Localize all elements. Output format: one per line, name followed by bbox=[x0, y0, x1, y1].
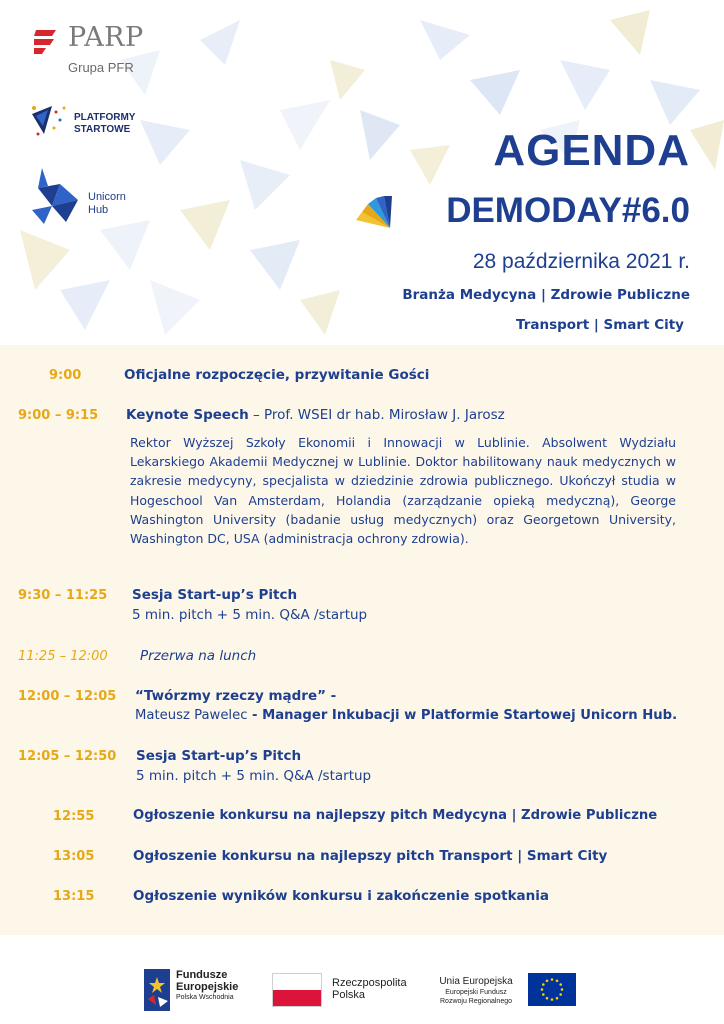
event-date: 28 października 2021 r. bbox=[472, 250, 690, 273]
agenda-detail: 5 min. pitch + 5 min. Q&A /startup bbox=[136, 768, 372, 784]
agenda-time: 9:00 – 9:15 bbox=[18, 408, 99, 423]
branch-line-2: Transport | Smart City bbox=[515, 317, 684, 333]
rp-line1: Rzeczpospolita bbox=[332, 977, 407, 989]
agenda-time: 12:05 – 12:50 bbox=[18, 749, 117, 764]
event-name: DEMODAY#6.0 bbox=[446, 191, 690, 230]
branch-line-1: Branża Medycyna | Zdrowie Publiczne bbox=[402, 287, 690, 303]
agenda-title: “Twórzmy rzeczy mądre” - bbox=[135, 688, 337, 704]
fundusze-europejskie-logo bbox=[144, 969, 239, 1015]
eu-line3: Rozwoju Regionalnego bbox=[440, 998, 512, 1005]
unia-europejska-text bbox=[432, 975, 520, 1006]
platformy-startowe-logo bbox=[30, 104, 136, 142]
eu-line2: Europejski Fundusz bbox=[445, 989, 507, 996]
agenda-time: 13:05 bbox=[53, 849, 95, 864]
parp-name: PARP bbox=[68, 22, 144, 53]
demoday-fan-icon bbox=[354, 194, 394, 230]
page-title: AGENDA bbox=[493, 126, 690, 175]
agenda-time: 12:00 – 12:05 bbox=[18, 689, 117, 704]
agenda-title: Keynote Speech bbox=[126, 407, 249, 423]
fundusze-europejskie-text bbox=[176, 969, 238, 1003]
agenda-title: Sesja Start-up’s Pitch bbox=[136, 748, 302, 764]
unicorn-hub-text bbox=[88, 191, 126, 217]
agenda-time: 12:55 bbox=[53, 809, 95, 824]
fundusze-europejskie-icon bbox=[144, 969, 170, 1011]
platformy-line2: STARTOWE bbox=[74, 124, 131, 135]
speaker-bio: Rektor Wyższej Szkoły Ekonomii i Innowacji w Lublinie. Absolwent Wydziału Lekarskiego Akademii Medycznej w Lublinie. Doktor habilitowany nauk medycznych w zakresie medycyny, specjalista w dziedzinie zdrowia publicznego. Ukończył studia w Hogeschool Van Amsterdam, Holandia (zarządzanie opieką medyczną), George Washington University (badanie usług medycznych) oraz Georgetown University, Washington DC, USA (administracja ochrony zdrowia). bbox=[130, 435, 676, 547]
platformy-line1: PLATFORMY bbox=[74, 112, 136, 123]
unicorn-hub-logo bbox=[30, 166, 126, 230]
agenda-time: 13:15 bbox=[53, 889, 95, 904]
agenda-detail: 5 min. pitch + 5 min. Q&A /startup bbox=[132, 607, 368, 623]
agenda-time: 9:30 – 11:25 bbox=[18, 588, 108, 603]
platformy-startowe-icon bbox=[30, 104, 70, 138]
agenda-role: - Manager Inkubacji w Platformie Startowej Unicorn Hub. bbox=[247, 708, 678, 723]
agenda-title: Ogłoszenie konkursu na najlepszy pitch Medycyna | Zdrowie Publiczne bbox=[133, 808, 658, 823]
agenda-speaker: Mateusz Pawelec bbox=[135, 708, 248, 723]
eu-flag-icon bbox=[528, 973, 576, 1006]
unicorn-line1: Unicorn bbox=[88, 191, 126, 203]
agenda-title: Oficjalne rozpoczęcie, przywitanie Gości bbox=[124, 367, 430, 383]
parp-mark-icon bbox=[32, 28, 60, 54]
agenda-speaker: – Prof. WSEI dr hab. Mirosław J. Jarosz bbox=[248, 407, 505, 423]
unicorn-icon bbox=[30, 166, 82, 226]
rp-line2: Polska bbox=[332, 989, 366, 1001]
agenda-title: Ogłoszenie konkursu na najlepszy pitch Transport | Smart City bbox=[133, 848, 608, 864]
agenda-speaker-line bbox=[135, 708, 677, 723]
footer-logos bbox=[0, 935, 724, 1024]
agenda-keynote bbox=[126, 407, 505, 423]
polish-flag-icon bbox=[272, 973, 322, 1007]
agenda-time: 11:25 – 12:00 bbox=[18, 649, 108, 664]
fe-line3: Polska Wschodnia bbox=[176, 994, 234, 1001]
unicorn-line2: Hub bbox=[88, 204, 109, 216]
platformy-startowe-text bbox=[74, 112, 135, 136]
fe-line2: Europejskie bbox=[176, 981, 239, 993]
agenda-title: Ogłoszenie wyników konkursu i zakończenie spotkania bbox=[133, 888, 550, 904]
eu-line1: Unia Europejska bbox=[439, 976, 513, 987]
agenda-title: Przerwa na lunch bbox=[140, 648, 257, 664]
parp-subtitle: Grupa PFR bbox=[68, 60, 134, 75]
agenda-title: Sesja Start-up’s Pitch bbox=[132, 587, 298, 603]
agenda-time: 9:00 bbox=[49, 368, 82, 383]
rzeczpospolita-text bbox=[332, 977, 407, 1001]
fe-line1: Fundusze bbox=[176, 969, 228, 981]
